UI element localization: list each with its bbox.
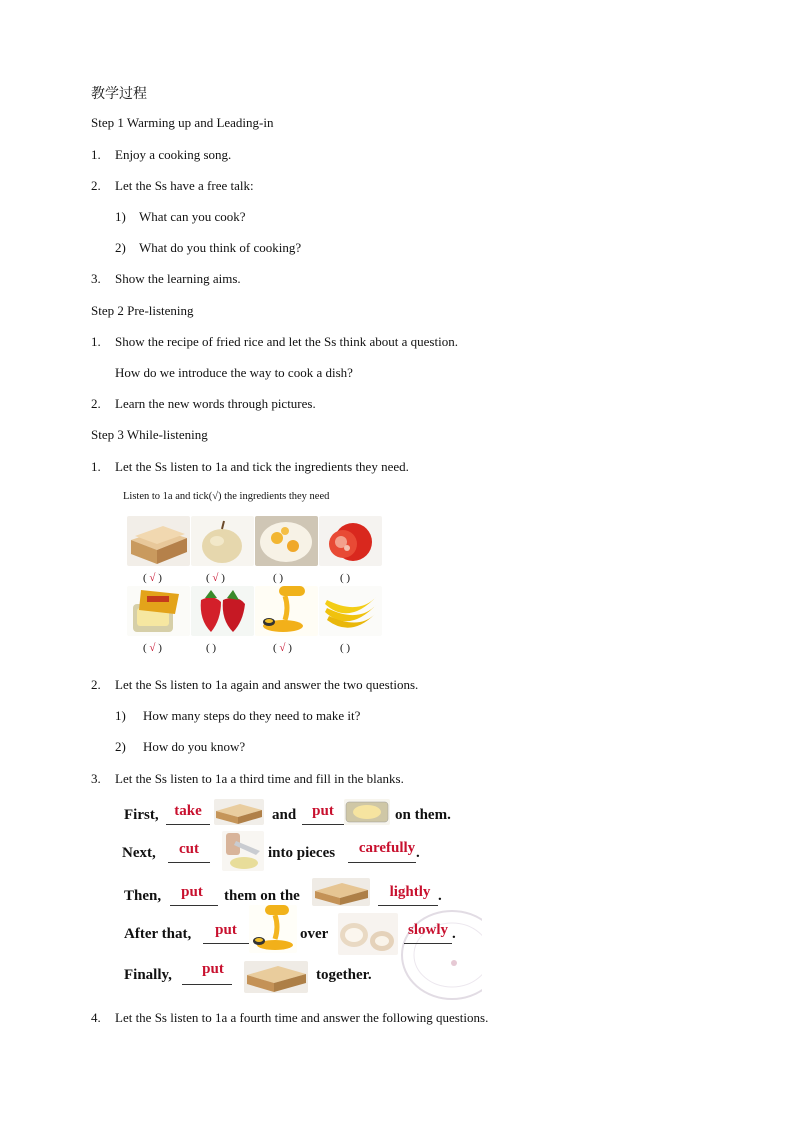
page-title: 教学过程 [91, 86, 147, 102]
eggshell-image [338, 913, 398, 955]
tick-answer: ( √ ) [206, 572, 225, 584]
list-item: Learn the new words through pictures. [115, 396, 316, 411]
sub-number: 1) [115, 209, 126, 224]
butter-image [127, 586, 190, 636]
list-item: Enjoy a cooking song. [115, 147, 232, 162]
sub-number: 2) [115, 739, 126, 754]
list-item: Let the Ss listen to 1a and tick the ingredients they need. [115, 459, 409, 474]
blank-line [166, 824, 210, 825]
blank-line [182, 984, 232, 985]
list-number: 4. [91, 1010, 101, 1025]
sub-item: How many steps do they need to make it? [143, 708, 361, 723]
sentence-mid: over [300, 926, 329, 942]
sentence-tail: . [416, 845, 420, 861]
tick-answer: ( ) [206, 642, 217, 654]
answer-text: put [215, 922, 237, 938]
answer-text: take [174, 803, 202, 819]
sub-item: What can you cook? [139, 209, 246, 224]
honey-image [249, 905, 297, 953]
list-item: Let the Ss listen to 1a a fourth time and answer the following questions. [115, 1010, 489, 1025]
step1-heading: Step 1 Warming up and Leading-in [91, 115, 274, 130]
bread-image [312, 878, 370, 906]
bread-image [244, 961, 308, 993]
list-item: Show the recipe of fried rice and let the Ss think about a question. [115, 334, 458, 349]
list-item: Let the Ss listen to 1a a third time and fill in the blanks. [115, 771, 404, 786]
sub-item: How do you know? [143, 739, 246, 754]
list-number: 1. [91, 459, 101, 474]
tick-answer: ( ) [340, 572, 351, 584]
blank-line [168, 862, 210, 863]
step2-heading: Step 2 Pre-listening [91, 303, 194, 318]
list-number: 3. [91, 271, 101, 286]
sentence-tail: together. [316, 967, 372, 983]
tomato-image [319, 516, 382, 566]
blank-line [203, 943, 249, 944]
bread-image [214, 799, 264, 825]
fill-blanks-figure [112, 795, 482, 1003]
list-number: 3. [91, 771, 101, 786]
sentence-mid: them on the [224, 888, 300, 904]
plate-decoration [392, 905, 482, 1001]
sentence-lead: Finally, [124, 967, 172, 983]
sentence-lead: Next, [122, 845, 156, 861]
blank-line [378, 905, 438, 906]
answer-text: put [181, 884, 203, 900]
answer-text: put [312, 803, 334, 819]
answer-text: carefully [358, 840, 416, 856]
list-number: 1. [91, 147, 101, 162]
list-item: Let the Ss listen to 1a again and answer the two questions. [115, 677, 419, 692]
pear-image [191, 516, 254, 566]
butter-image [344, 799, 390, 825]
cutting-pear-image [222, 831, 264, 871]
bananas-image [319, 586, 382, 636]
tick-answer: ( ) [340, 642, 351, 654]
answer-text: lightly [389, 884, 431, 900]
sub-number: 2) [115, 240, 126, 255]
sentence-lead: First, [124, 807, 159, 823]
sentence-mid: and [272, 807, 297, 823]
sentence-lead: After that, [124, 926, 192, 942]
list-number: 2. [91, 677, 101, 692]
sentence-tail: . [438, 888, 442, 904]
blank-line [404, 943, 452, 944]
honey-image [255, 586, 318, 636]
sentence-lead: Then, [124, 888, 162, 904]
answer-text: cut [179, 841, 199, 857]
eggs-image [255, 516, 318, 566]
tick-answer: ( √ ) [273, 642, 292, 654]
ingredients-figure [118, 486, 390, 656]
strawberry-image [191, 586, 254, 636]
list-item: Let the Ss have a free talk: [115, 178, 254, 193]
sub-item: What do you think of cooking? [139, 240, 302, 255]
list-number: 1. [91, 334, 101, 349]
list-item: How do we introduce the way to cook a dish? [115, 365, 353, 380]
list-item: Show the learning aims. [115, 271, 241, 286]
list-number: 2. [91, 178, 101, 193]
tick-answer: ( ) [273, 572, 284, 584]
sentence-mid: into pieces [268, 845, 336, 861]
figure-caption: Listen to 1a and tick(√) the ingredients they need [123, 491, 330, 502]
blank-line [302, 824, 344, 825]
answer-text: slowly [407, 922, 448, 938]
sentence-tail: . [452, 926, 456, 942]
step3-heading: Step 3 While-listening [91, 427, 208, 442]
tick-answer: ( √ ) [143, 642, 162, 654]
list-number: 2. [91, 396, 101, 411]
answer-text: put [202, 961, 224, 977]
sub-number: 1) [115, 708, 126, 723]
bread-image [127, 516, 190, 566]
sentence-tail: on them. [395, 807, 451, 823]
blank-line [348, 862, 416, 863]
tick-answer: ( √ ) [143, 572, 162, 584]
blank-line [170, 905, 218, 906]
